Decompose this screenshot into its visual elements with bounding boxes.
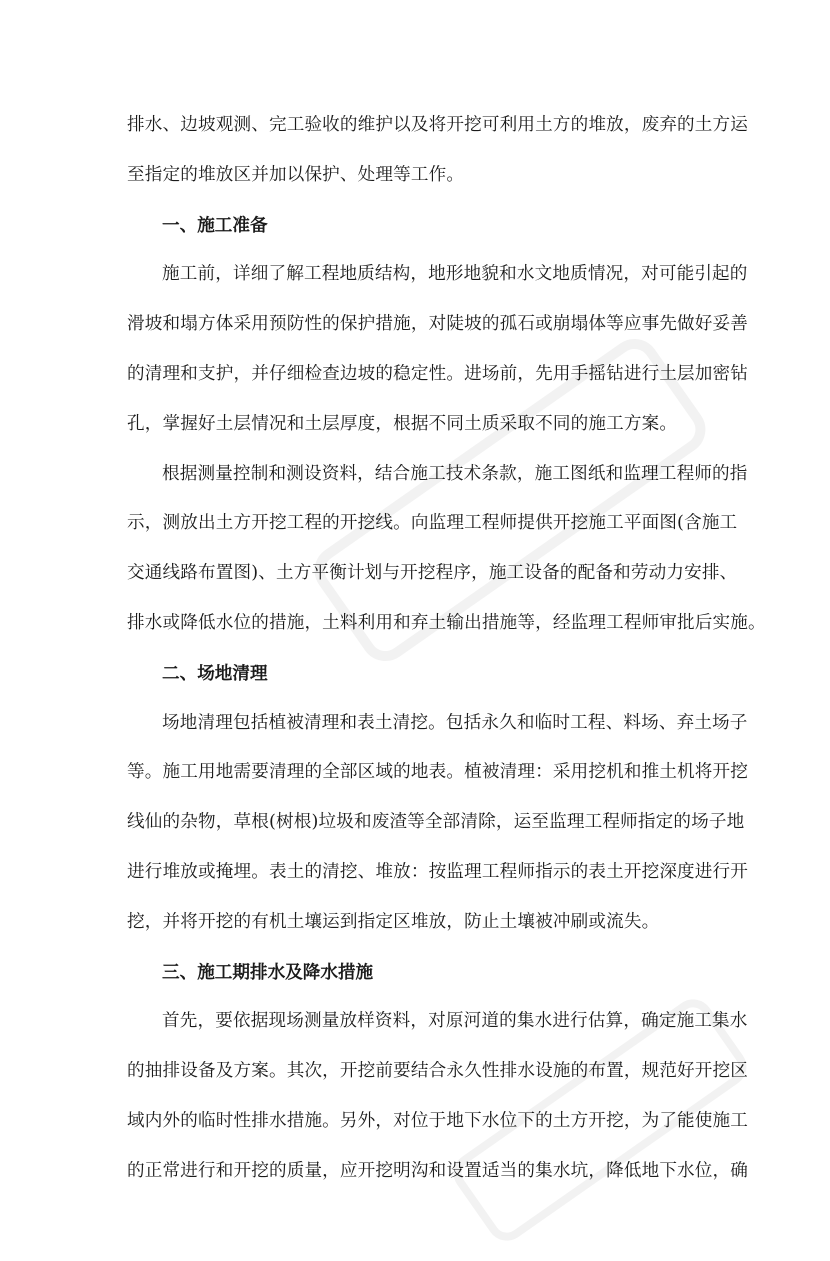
section-heading-drainage: 三、施工期排水及降水措施 xyxy=(162,961,374,983)
text-line: 域内外的临时性排水措施。另外，对位于地下水位下的土方开挖，为了能使施工 xyxy=(127,1110,749,1131)
text-line: 的正常进行和开挖的质量，应开挖明沟和设置适当的集水坑，降低地下水位，确 xyxy=(127,1160,749,1181)
text-line: 排水或降低水位的措施，土料利用和弃土输出措施等，经监理工程师审批后实施。 xyxy=(127,612,766,633)
text-line: 首先，要依据现场测量放样资料，对原河道的集水进行估算，确定施工集水 xyxy=(162,1011,748,1032)
text-line: 等。施工用地需要清理的全部区域的地表。植被清理：采用挖机和推土机将开挖 xyxy=(127,762,749,783)
text-line: 至指定的堆放区并加以保护、处理等工作。 xyxy=(127,164,465,185)
text-line: 场地清理包括植被清理和表土清挖。包括永久和临时工程、料场、弃土场子 xyxy=(162,712,748,733)
text-line: 的抽排设备及方案。其次，开挖前要结合永久性排水设施的布置，规范好开挖区 xyxy=(127,1061,749,1082)
section-heading-preparation: 一、施工准备 xyxy=(162,214,268,236)
text-line: 孔，掌握好土层情况和土层厚度，根据不同土质采取不同的施工方案。 xyxy=(127,413,678,434)
text-line: 示，测放出土方开挖工程的开挖线。向监理工程师提供开挖施工平面图(含施工 xyxy=(127,513,738,534)
text-line: 的清理和支护，并仔细检查边坡的稳定性。进场前，先用手摇钻进行土层加密钻 xyxy=(127,363,749,384)
text-line: 进行堆放或掩埋。表土的清挖、堆放：按监理工程师指示的表土开挖深度进行开 xyxy=(127,861,749,882)
text-line: 滑坡和塌方体采用预防性的保护措施，对陡坡的孤石或崩塌体等应事先做好妥善 xyxy=(127,314,749,335)
text-line: 根据测量控制和测设资料，结合施工技术条款，施工图纸和监理工程师的指 xyxy=(162,463,748,484)
text-line: 挖，并将开挖的有机土壤运到指定区堆放，防止土壤被冲刷或流失。 xyxy=(127,911,660,932)
text-line: 交通线路布置图)、土方平衡计划与开挖程序，施工设备的配备和劳动力安排、 xyxy=(127,563,738,584)
text-line: 施工前，详细了解工程地质结构，地形地貌和水文地质情况，对可能引起的 xyxy=(162,264,748,285)
text-line: 排水、边坡观测、完工验收的维护以及将开挖可利用土方的堆放，废弃的土方运 xyxy=(127,115,749,135)
document-body xyxy=(127,101,766,1197)
section-heading-site-clearing: 二、场地清理 xyxy=(162,662,268,684)
text-line: 线仙的杂物，草根(树根)垃圾和废渣等全部清除，运至监理工程师指定的场子地 xyxy=(127,812,745,833)
